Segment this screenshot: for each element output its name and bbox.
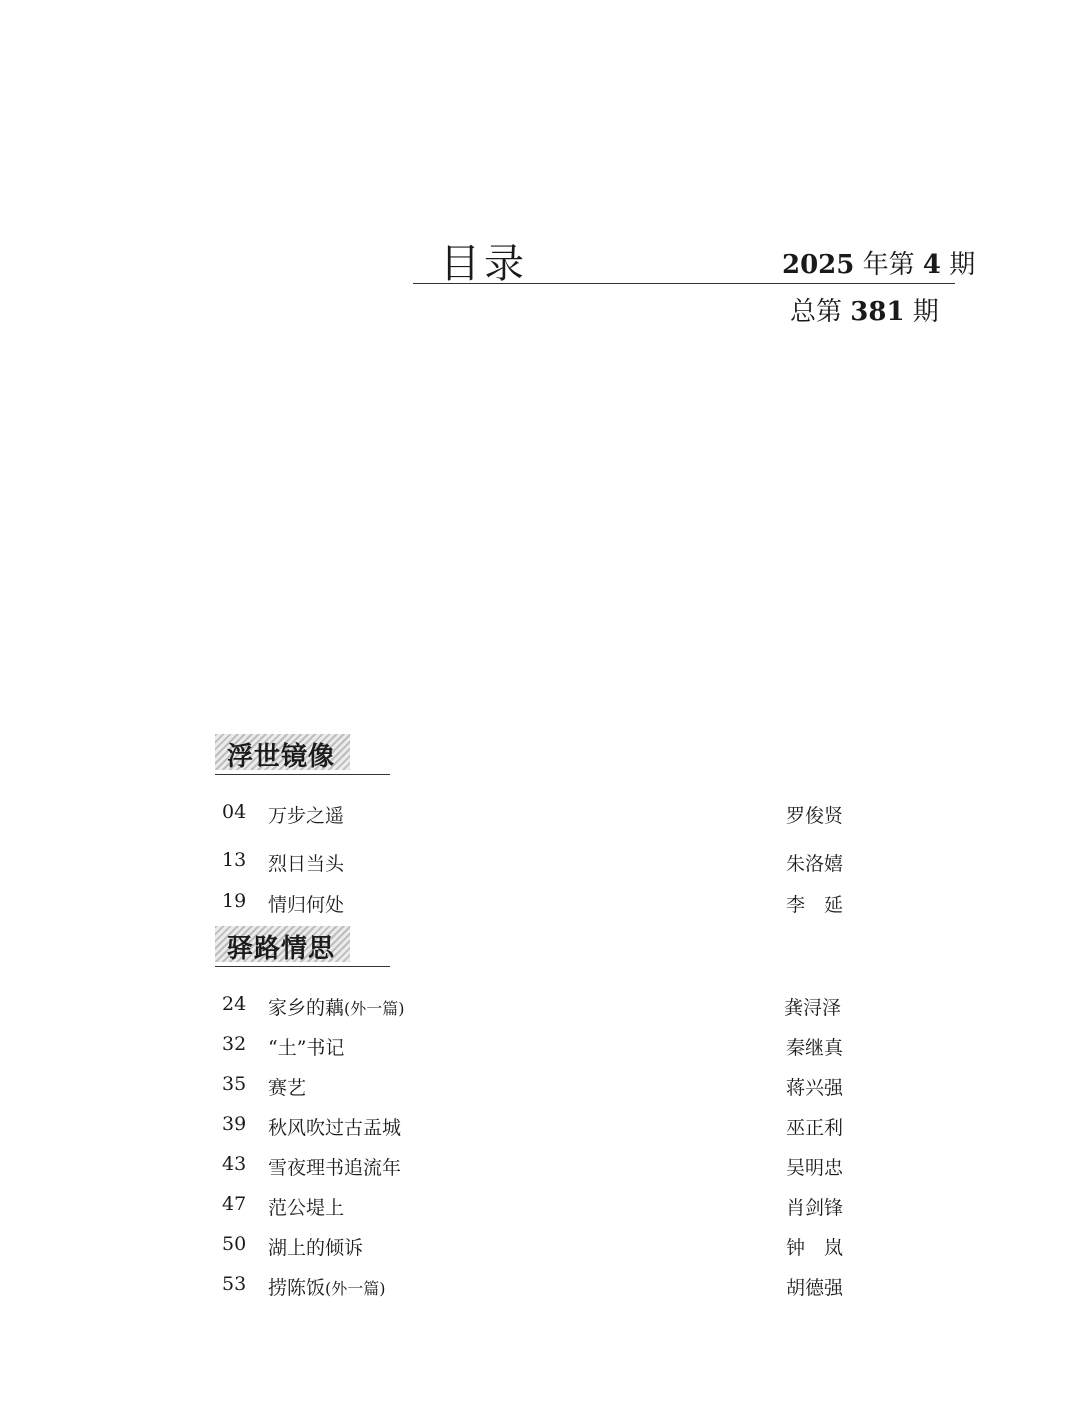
header-divider xyxy=(413,283,955,284)
section-label: 浮世镜像 xyxy=(227,742,336,772)
issue-suffix: 期 xyxy=(941,250,976,280)
author-name: 肖剑锋 xyxy=(786,1197,844,1219)
total-issue-number xyxy=(790,291,939,328)
page-number: 53 xyxy=(222,1273,247,1295)
page-number: 13 xyxy=(222,849,247,871)
author-name: 龚浔泽 xyxy=(784,997,842,1019)
article-title xyxy=(268,1233,363,1260)
author-name: 巫正利 xyxy=(786,1117,844,1139)
article-title-text: 范公堤上 xyxy=(268,1197,345,1219)
toc-entry[interactable] xyxy=(0,1153,1080,1183)
toc-entry[interactable] xyxy=(0,1193,1080,1223)
author-name: 罗俊贤 xyxy=(786,805,844,827)
article-title-text: 赛艺 xyxy=(268,1077,307,1099)
article-note: (外一篇) xyxy=(325,1279,386,1298)
article-title xyxy=(268,849,344,876)
article-title xyxy=(268,1073,306,1100)
toc-entry[interactable] xyxy=(0,1033,1080,1063)
article-title-text: 捞陈饭 xyxy=(268,1277,326,1299)
total-no: 381 xyxy=(850,297,905,327)
toc-entry[interactable] xyxy=(0,993,1080,1023)
article-title-text: 家乡的藕 xyxy=(268,997,345,1019)
author-name: 吴明忠 xyxy=(786,1157,844,1179)
section-header xyxy=(215,734,390,775)
toc-entry[interactable] xyxy=(0,849,1080,879)
author-name: 胡德强 xyxy=(786,1277,844,1299)
article-title xyxy=(268,1033,344,1060)
issue-no: 4 xyxy=(922,250,941,280)
article-title-text: 情归何处 xyxy=(268,894,345,916)
article-title xyxy=(268,993,405,1020)
total-prefix: 总第 xyxy=(790,297,851,327)
author-name: 蒋兴强 xyxy=(786,1077,844,1099)
article-title xyxy=(268,801,344,828)
page-number: 47 xyxy=(222,1193,247,1215)
issue-text: 年第 xyxy=(854,250,923,280)
page-number: 19 xyxy=(222,890,247,912)
article-title-text: 万步之遥 xyxy=(268,805,345,827)
page-number: 50 xyxy=(222,1233,247,1255)
article-title xyxy=(268,890,344,917)
author-name: 朱洛嬉 xyxy=(786,853,844,875)
article-title xyxy=(268,1113,401,1140)
page-number: 04 xyxy=(222,801,247,823)
article-title xyxy=(268,1273,386,1300)
article-title-text: 湖上的倾诉 xyxy=(268,1237,364,1259)
page-number: 24 xyxy=(222,993,247,1015)
article-title-text: “土”书记 xyxy=(268,1037,345,1059)
page-number: 43 xyxy=(222,1153,247,1175)
page-number: 39 xyxy=(222,1113,247,1135)
page-number: 35 xyxy=(222,1073,247,1095)
section-header xyxy=(215,926,390,967)
article-title xyxy=(268,1153,401,1180)
article-title-text: 雪夜理书追流年 xyxy=(268,1157,402,1179)
toc-entry[interactable] xyxy=(0,1273,1080,1303)
section-label: 驿路情思 xyxy=(227,934,336,964)
page-title: 目录 xyxy=(440,241,528,287)
author-name: 钟 岚 xyxy=(786,1237,844,1259)
issue-year: 2025 xyxy=(782,250,855,280)
toc-entry[interactable] xyxy=(0,1073,1080,1103)
article-title-text: 秋风吹过古盂城 xyxy=(268,1117,402,1139)
total-suffix: 期 xyxy=(904,297,939,327)
article-title xyxy=(268,1193,344,1220)
article-title-text: 烈日当头 xyxy=(268,853,345,875)
toc-entry[interactable] xyxy=(0,801,1080,831)
issue-number xyxy=(782,244,975,281)
author-name: 李 延 xyxy=(786,894,844,916)
toc-entry[interactable] xyxy=(0,1113,1080,1143)
page-number: 32 xyxy=(222,1033,247,1055)
author-name: 秦继真 xyxy=(786,1037,844,1059)
toc-entry[interactable] xyxy=(0,890,1080,920)
article-note: (外一篇) xyxy=(344,999,405,1018)
toc-entry[interactable] xyxy=(0,1233,1080,1263)
